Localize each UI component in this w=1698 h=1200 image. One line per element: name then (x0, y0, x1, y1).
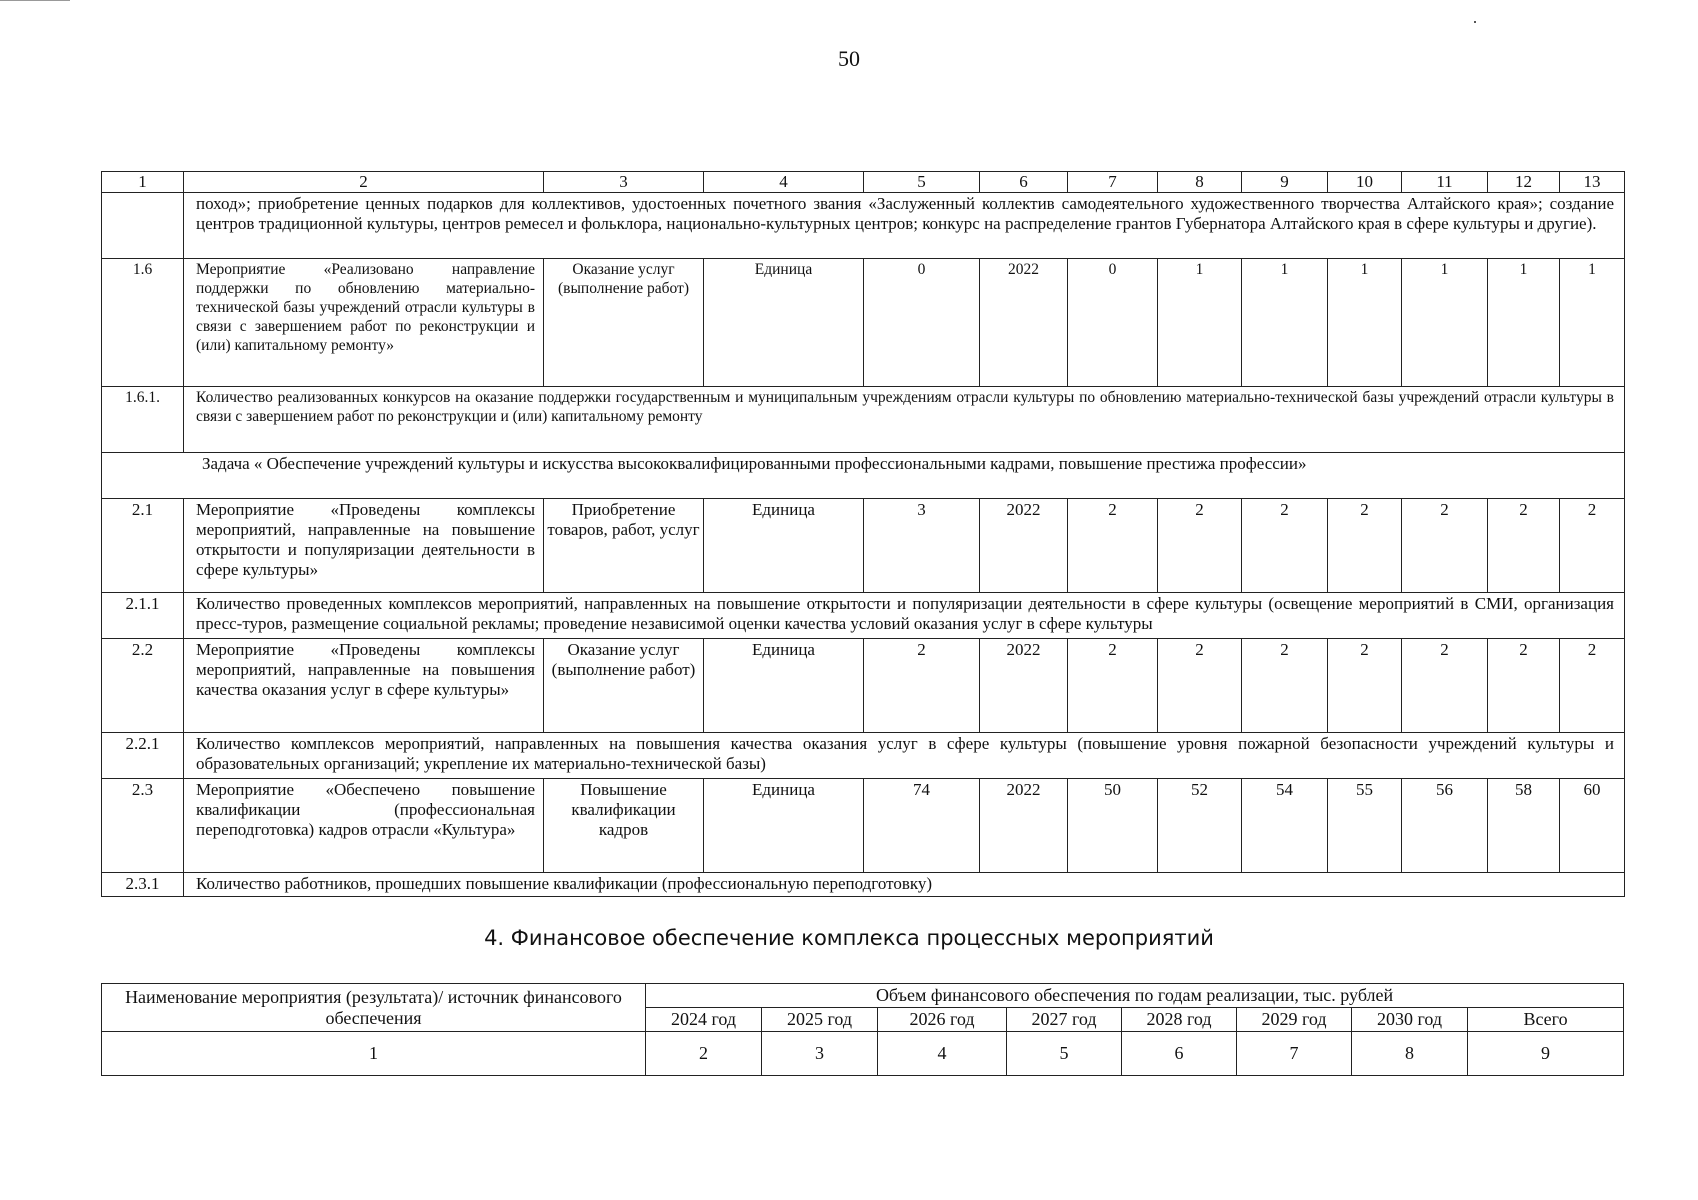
indicator-row (102, 873, 1625, 897)
value-cell: 60 (1560, 779, 1625, 873)
activity-type: Приобретение товаров, работ, услуг (544, 499, 704, 593)
activity-type: Оказание услуг (выполнение работ) (544, 639, 704, 733)
activity-name: Мероприятие «Обеспечено повышение квалификации (профессиональная переподготовка) кадров отрасли «Культура» (184, 779, 544, 873)
row-number: 2.1.1 (102, 593, 184, 639)
continuation-row (102, 193, 1625, 259)
row-number: 2.2 (102, 639, 184, 733)
year-header: 2026 год (878, 1008, 1007, 1032)
header-cell: 3 (544, 172, 704, 193)
row-number: 1.6.1. (102, 387, 184, 453)
value-cell: 3 (864, 499, 980, 593)
finance-table (101, 983, 1624, 1076)
unit: Единица (704, 259, 864, 387)
value-cell: 74 (864, 779, 980, 873)
indicator-text: Количество проведенных комплексов мероприятий, направленных на повышение открытости и популяризации деятельности в сфере культуры (освещение мероприятий в СМИ, организация пресс-туров, размещение социальной рекламы; проведение независимой оценки качества условий оказания услуг в сфере культуры (184, 593, 1625, 639)
year-header: 2027 год (1007, 1008, 1122, 1032)
header-cell: 9 (1242, 172, 1328, 193)
value-cell: 55 (1328, 779, 1402, 873)
value-cell: 54 (1242, 779, 1328, 873)
year-header: 2025 год (762, 1008, 878, 1032)
table-row (102, 779, 1625, 873)
row-number: 2.3 (102, 779, 184, 873)
header-cell: 11 (1402, 172, 1488, 193)
header-cell: 8 (1158, 172, 1242, 193)
table-row (102, 259, 1625, 387)
header-cell: 5 (864, 172, 980, 193)
year-header: 2028 год (1122, 1008, 1237, 1032)
value-cell: 58 (1488, 779, 1560, 873)
value-cell: 1 (1158, 259, 1242, 387)
value-cell: 50 (1068, 779, 1158, 873)
row-number: 2.1 (102, 499, 184, 593)
value-cell: 2 (1328, 499, 1402, 593)
year-header: 2030 год (1352, 1008, 1468, 1032)
indicator-row (102, 387, 1625, 453)
page-number: 50 (838, 46, 860, 71)
value-cell: 2 (1560, 639, 1625, 733)
column-number: 3 (762, 1032, 878, 1076)
unit: Единица (704, 779, 864, 873)
value-cell: 2022 (980, 779, 1068, 873)
activity-name: Мероприятие «Проведены комплексы мероприятий, направленные на повышение открытости и популяризации деятельности в сфере культуры» (184, 499, 544, 593)
value-cell: 0 (1068, 259, 1158, 387)
value-cell: 2 (1402, 639, 1488, 733)
header-cell: 12 (1488, 172, 1560, 193)
header-cell: 2 (184, 172, 544, 193)
value-cell: 2 (1068, 639, 1158, 733)
value-cell: 1 (1328, 259, 1402, 387)
finance-col1-header: Наименование мероприятия (результата)/ источник финансового обеспечения (102, 984, 646, 1032)
value-cell: 2 (1560, 499, 1625, 593)
empty-cell (102, 193, 184, 259)
value-cell: 1 (1242, 259, 1328, 387)
indicators-table (101, 171, 1625, 897)
value-cell: 1 (1402, 259, 1488, 387)
indicator-text: Количество работников, прошедших повышение квалификации (профессиональную переподготовку) (184, 873, 1625, 897)
activity-type: Оказание услуг (выполнение работ) (544, 259, 704, 387)
value-cell: 2022 (980, 499, 1068, 593)
row-number: 1.6 (102, 259, 184, 387)
column-number: 5 (1007, 1032, 1122, 1076)
activity-type: Повышение квалификации кадров (544, 779, 704, 873)
finance-header-row (102, 984, 1624, 1008)
table-header-row (102, 172, 1625, 193)
value-cell: 2 (1402, 499, 1488, 593)
column-number: 9 (1468, 1032, 1624, 1076)
year-header: 2029 год (1237, 1008, 1352, 1032)
unit: Единица (704, 499, 864, 593)
total-header: Всего (1468, 1008, 1624, 1032)
indicator-row (102, 593, 1625, 639)
scan-corner-mark (0, 0, 70, 1)
value-cell: 2 (1068, 499, 1158, 593)
value-cell: 0 (864, 259, 980, 387)
column-number: 1 (102, 1032, 646, 1076)
activity-name: Мероприятие «Реализовано направление поддержки по обновлению материально-технической базы учреждений отрасли культуры в связи с завершением работ по реконструкции и (или) капитальному ремонту» (184, 259, 544, 387)
header-cell: 7 (1068, 172, 1158, 193)
value-cell: 2 (1488, 499, 1560, 593)
value-cell: 56 (1402, 779, 1488, 873)
scan-dot-mark (1474, 21, 1476, 23)
value-cell: 1 (1488, 259, 1560, 387)
header-cell: 13 (1560, 172, 1625, 193)
value-cell: 2 (1158, 639, 1242, 733)
value-cell: 2 (1242, 639, 1328, 733)
row-number: 2.3.1 (102, 873, 184, 897)
value-cell: 2 (1242, 499, 1328, 593)
header-cell: 1 (102, 172, 184, 193)
finance-group-header: Объем финансового обеспечения по годам реализации, тыс. рублей (646, 984, 1624, 1008)
finance-number-row (102, 1032, 1624, 1076)
table-row (102, 499, 1625, 593)
header-cell: 10 (1328, 172, 1402, 193)
column-number: 2 (646, 1032, 762, 1076)
value-cell: 1 (1560, 259, 1625, 387)
indicator-row (102, 733, 1625, 779)
value-cell: 2022 (980, 639, 1068, 733)
value-cell: 2 (1328, 639, 1402, 733)
table-row (102, 639, 1625, 733)
value-cell: 2 (1158, 499, 1242, 593)
column-number: 7 (1237, 1032, 1352, 1076)
header-cell: 4 (704, 172, 864, 193)
column-number: 8 (1352, 1032, 1468, 1076)
header-cell: 6 (980, 172, 1068, 193)
value-cell: 52 (1158, 779, 1242, 873)
row-number: 2.2.1 (102, 733, 184, 779)
continuation-text: поход»; приобретение ценных подарков для коллективов, удостоенных почетного звания «Заслуженный коллектив самодеятельного художественного творчества Алтайского края»; создание центров традиционной культуры, центров ремесел и фольклора, национально-культурных центров; конкурс на распределение грантов Губернатора Алтайского края в сфере культуры и другие). (184, 193, 1625, 259)
year-header: 2024 год (646, 1008, 762, 1032)
unit: Единица (704, 639, 864, 733)
task-text: Задача « Обеспечение учреждений культуры и искусства высококвалифицированными профессиональными кадрами, повышение престижа профессии» (102, 453, 1625, 499)
value-cell: 2022 (980, 259, 1068, 387)
indicator-text: Количество комплексов мероприятий, направленных на повышения качества оказания услуг в сфере культуры (повышение уровня пожарной безопасности учреждений культуры и образовательных организаций; укрепление их материально-технической базы) (184, 733, 1625, 779)
value-cell: 2 (1488, 639, 1560, 733)
indicator-text: Количество реализованных конкурсов на оказание поддержки государственным и муниципальным учреждениям отрасли культуры по обновлению материально-технической базы учреждений отрасли культуры в связи с завершением работ по реконструкции и (или) капитальному ремонту (184, 387, 1625, 453)
column-number: 6 (1122, 1032, 1237, 1076)
section-title: 4. Финансовое обеспечение комплекса процессных мероприятий (484, 926, 1214, 950)
column-number: 4 (878, 1032, 1007, 1076)
value-cell: 2 (864, 639, 980, 733)
activity-name: Мероприятие «Проведены комплексы мероприятий, направленные на повышения качества оказания услуг в сфере культуры» (184, 639, 544, 733)
task-row (102, 453, 1625, 499)
